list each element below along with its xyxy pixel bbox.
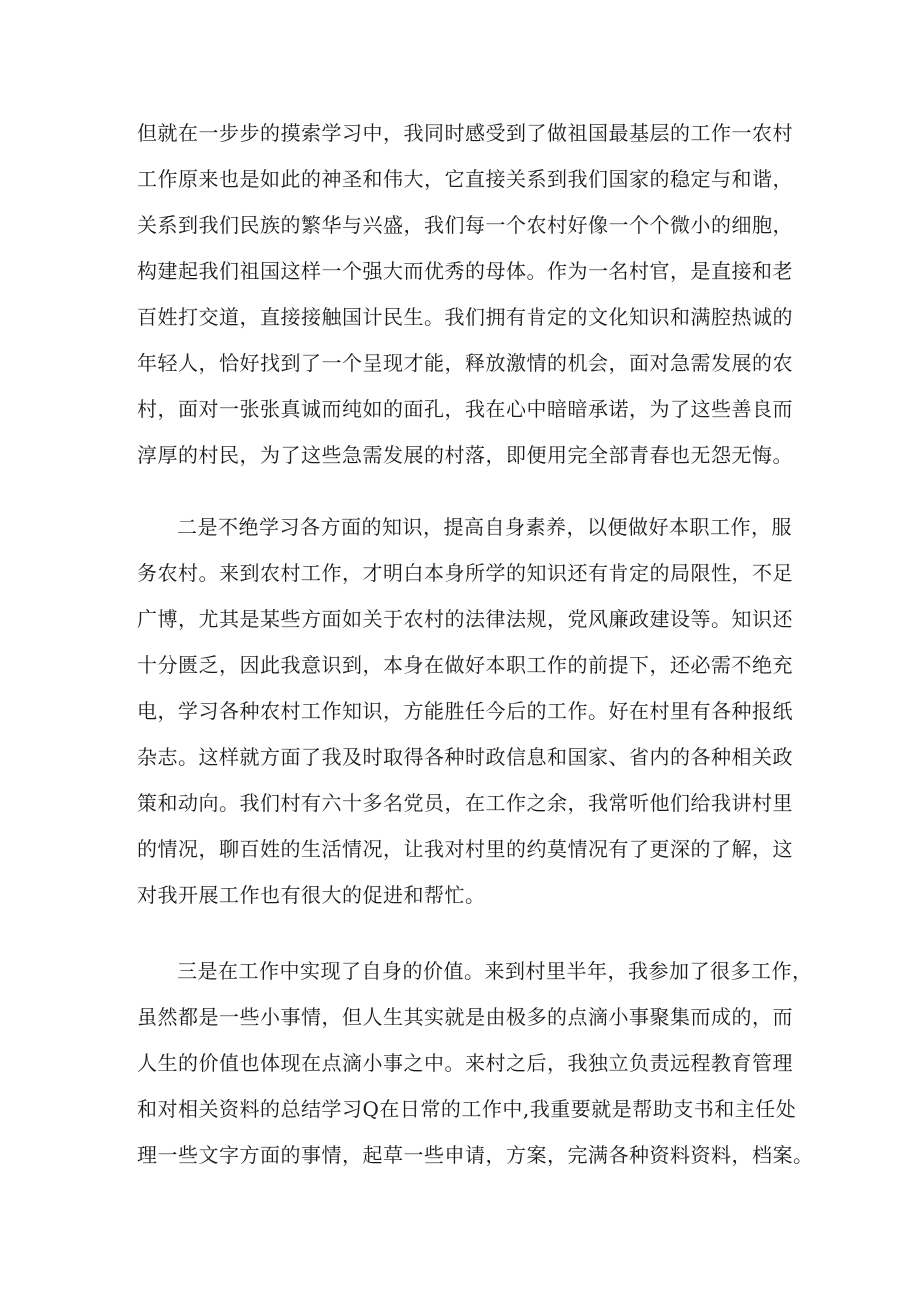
text-line: 的情况，聊百姓的生活情况，让我对村里的约莫情况有了更深的了解，这 [137, 837, 793, 861]
text-line: 关系到我们民族的繁华与兴盛，我们每一个农村好像一个个微小的细胞， [137, 213, 793, 237]
text-line: 广博，尤其是某些方面如关于农村的法律法规，党风廉政建设等。知识还 [137, 607, 793, 631]
paragraph-2 [137, 504, 797, 918]
text-line: 年轻人，恰好找到了一个呈现才能，释放激情的机会，面对急需发展的农 [137, 351, 793, 375]
paragraph-1 [137, 110, 797, 478]
text-line: 百姓打交道，直接接触国计民生。我们拥有肯定的文化知识和满腔热诚的 [137, 305, 793, 329]
text-line: 十分匮乏，因此我意识到，本身在做好本职工作的前提下，还必需不绝充 [137, 653, 793, 677]
text-line: 三是在工作中实现了自身的价值。来到村里半年，我参加了很多工作， [177, 959, 813, 983]
text-line: 构建起我们祖国这样一个强大而优秀的母体。作为一名村官，是直接和老 [137, 259, 793, 283]
text-line: 策和动向。我们村有六十多名党员，在工作之余，我常听他们给我讲村里 [137, 791, 793, 815]
text-line: 对我开展工作也有很大的促进和帮忙。 [137, 883, 486, 907]
text-line: 务农村。来到农村工作，才明白本身所学的知识还有肯定的局限性，不足 [137, 561, 793, 585]
text-line: 人生的价值也体现在点滴小事之中。来村之后，我独立负责远程教育管理 [137, 1051, 793, 1075]
text-line: 工作原来也是如此的神圣和伟大，它直接关系到我们国家的稳定与和谐， [137, 167, 793, 191]
text-line: 二是不绝学习各方面的知识，提高自身素养，以便做好本职工作，服 [177, 515, 792, 539]
text-line: 和对相关资料的总结学习Q在日常的工作中,我重要就是帮助支书和主任处 [137, 1097, 797, 1121]
paragraph-3 [137, 948, 814, 1178]
text-line: 淳厚的村民，为了这些急需发展的村落，即便用完全部青春也无怨无悔。 [137, 443, 793, 467]
text-line: 虽然都是一些小事情，但人生其实就是由极多的点滴小事聚集而成的，而 [137, 1005, 793, 1029]
text-line: 村，面对一张张真诚而纯如的面孔，我在心中暗暗承诺，为了这些善良而 [137, 397, 793, 421]
text-line: 但就在一步步的摸索学习中，我同时感受到了做祖国最基层的工作一农村 [137, 121, 793, 145]
text-line: 杂志。这样就方面了我及时取得各种时政信息和国家、省内的各种相关政 [137, 745, 793, 769]
text-line: 电，学习各种农村工作知识，方能胜任今后的工作。好在村里有各种报纸 [137, 699, 793, 723]
text-line: 理一些文字方面的事情，起草一些申请，方案，完满各种资料资料，档案。 [137, 1143, 814, 1167]
